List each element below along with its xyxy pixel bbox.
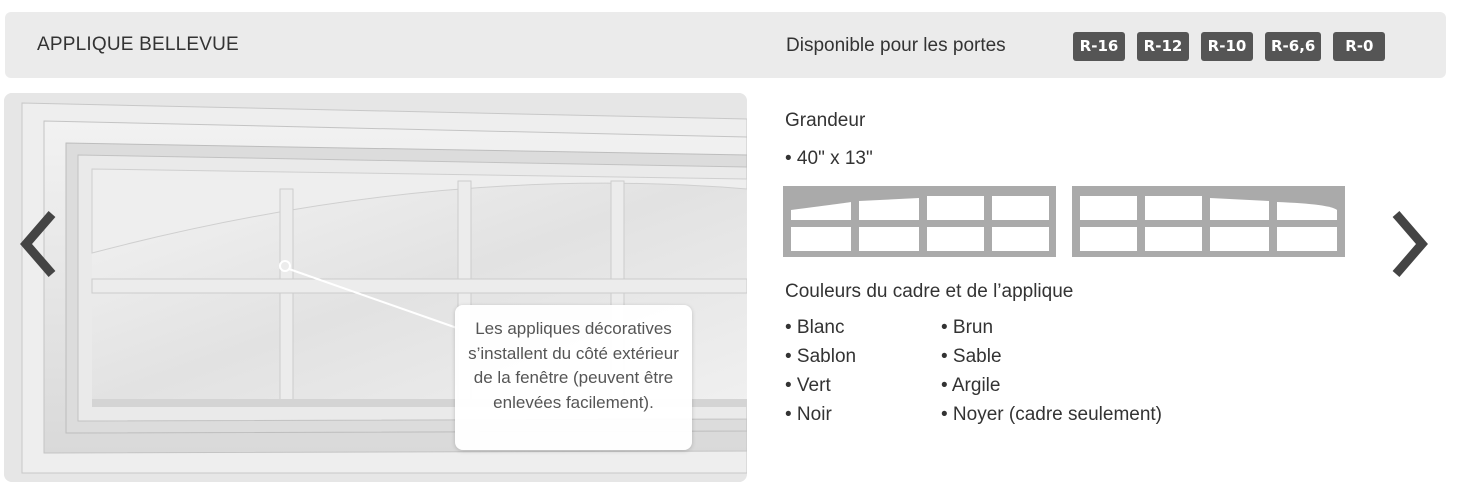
callout-note: Les appliques décoratives s’installent du côté extérieur de la fenêtre (peuvent être enlevées facilement). [455, 305, 692, 450]
chevron-left-icon [18, 210, 58, 278]
badge-r10: R-10 [1201, 32, 1253, 61]
color-list [785, 316, 1241, 426]
color-item: • Noir [785, 404, 832, 425]
color-item: • Blanc [785, 317, 845, 338]
availability-label: Disponible pour les portes [786, 35, 1006, 56]
color-item: • Sablon [785, 346, 857, 367]
color-item: • Noyer (cadre seulement) [941, 404, 1163, 425]
product-image [4, 93, 747, 482]
color-item: • Argile [941, 375, 1001, 396]
chevron-right-icon [1390, 210, 1430, 278]
color-item: • Sable [941, 346, 1002, 367]
previous-button[interactable] [18, 210, 58, 283]
badge-r16: R-16 [1073, 32, 1125, 61]
r-value-badges [1073, 32, 1385, 61]
applique-diagram-left [783, 186, 1056, 257]
color-item: • Vert [785, 375, 831, 396]
badge-r66: R-6,6 [1265, 32, 1321, 61]
size-value: • 40" x 13" [785, 148, 873, 169]
colors-heading: Couleurs du cadre et de l’applique [785, 281, 1074, 302]
page-title: APPLIQUE BELLEVUE [37, 34, 239, 55]
badge-r12: R-12 [1137, 32, 1189, 61]
color-item: • Brun [941, 317, 994, 338]
badge-r0: R-0 [1333, 32, 1385, 61]
size-heading: Grandeur [785, 110, 866, 131]
next-button[interactable] [1390, 210, 1430, 283]
applique-diagram-right [1072, 186, 1345, 257]
header-bar [5, 12, 1446, 78]
